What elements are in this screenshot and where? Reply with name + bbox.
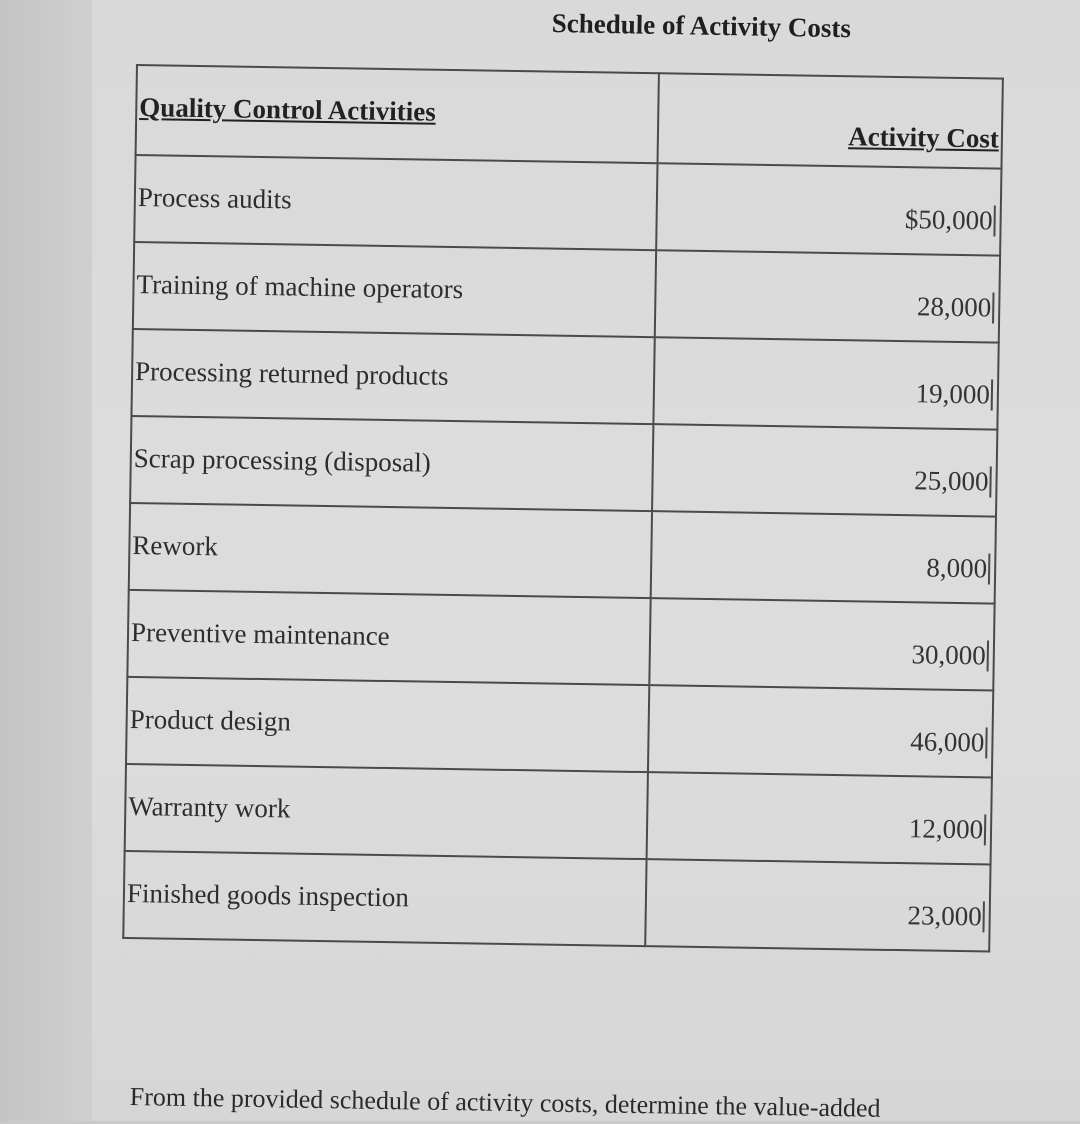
table-row <box>133 242 1000 343</box>
activity-cost-table <box>122 64 1004 953</box>
document-title: Schedule of Activity Costs <box>551 8 852 44</box>
activity-cost-table-wrapper <box>122 64 1004 953</box>
cost-value: 30,000 <box>911 639 989 671</box>
activity-label: Rework <box>132 530 219 562</box>
cost-cell <box>655 250 1000 342</box>
activity-cell <box>127 590 650 685</box>
table-row <box>125 764 992 865</box>
activity-cell <box>131 329 654 424</box>
header-activity-label: Quality Control Activities <box>139 92 437 127</box>
cost-cell <box>656 163 1001 255</box>
question-text: From the provided schedule of activity costs, determine the value-added <box>129 1082 881 1123</box>
cost-value: 12,000 <box>909 813 987 845</box>
cost-value: 28,000 <box>917 291 995 323</box>
header-cell-cost <box>658 73 1003 168</box>
table-row <box>127 590 994 691</box>
cost-cell <box>648 685 993 777</box>
table-row <box>123 851 990 952</box>
table-row <box>126 677 993 778</box>
cost-cell <box>651 511 996 603</box>
cost-value: 19,000 <box>915 378 993 410</box>
activity-cell <box>123 851 646 946</box>
header-cell-activity <box>136 65 659 163</box>
table-row <box>131 329 998 430</box>
activity-cell <box>129 503 652 598</box>
cost-cell <box>653 337 998 429</box>
cost-value: 23,000 <box>907 900 985 932</box>
table-row <box>129 503 996 604</box>
cost-value: 25,000 <box>914 465 992 497</box>
activity-cell <box>125 764 648 859</box>
activity-cell <box>134 155 657 250</box>
table-row <box>130 416 997 517</box>
cost-value: 46,000 <box>910 726 988 758</box>
activity-label: Product design <box>129 703 292 737</box>
activity-cell <box>133 242 656 337</box>
activity-label: Finished goods inspection <box>126 877 410 913</box>
activity-label: Preventive maintenance <box>130 616 390 652</box>
activity-label: Processing returned products <box>134 356 449 391</box>
activity-label: Training of machine operators <box>136 269 464 305</box>
activity-label: Process audits <box>137 182 292 215</box>
table-header-row <box>136 65 1003 169</box>
activity-cell <box>130 416 653 511</box>
header-cost-label: Activity Cost <box>847 121 1000 154</box>
cost-value: 8,000 <box>926 552 990 584</box>
table-row <box>134 155 1001 256</box>
cost-cell <box>649 598 994 690</box>
cost-cell <box>647 772 992 864</box>
cost-value: $50,000 <box>905 204 996 236</box>
cost-cell <box>645 859 990 951</box>
activity-cell <box>126 677 649 772</box>
cost-cell <box>652 424 997 516</box>
activity-label: Warranty work <box>128 790 291 824</box>
activity-label: Scrap processing (disposal) <box>133 443 431 478</box>
